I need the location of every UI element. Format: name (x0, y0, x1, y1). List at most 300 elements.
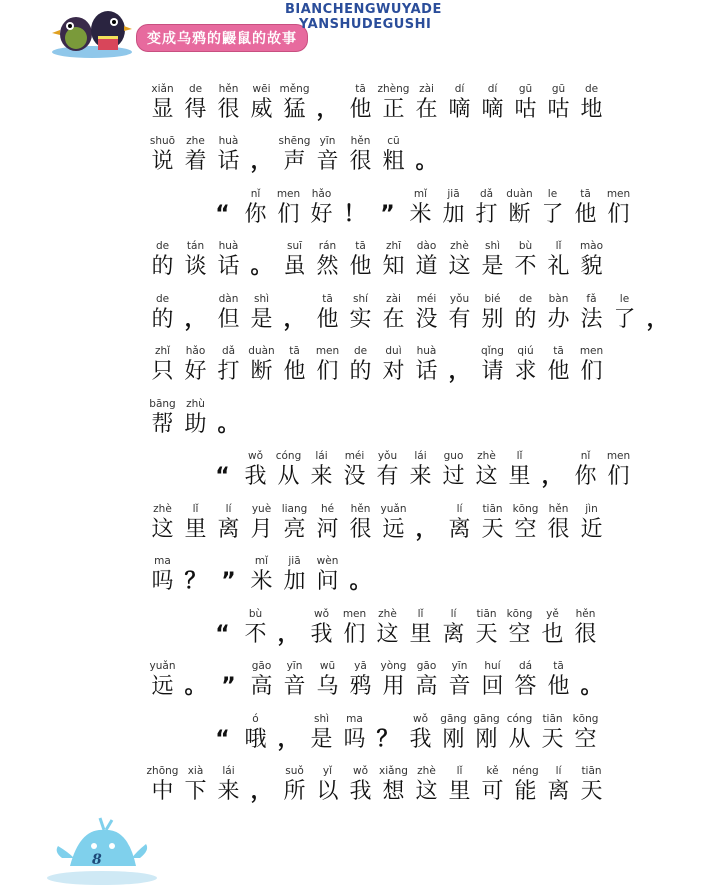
pinyin: cū (387, 135, 400, 147)
pinyin: zhè (378, 607, 397, 620)
pinyin: kōng (506, 607, 533, 620)
pinyin: lǐ (555, 240, 562, 252)
character-with-pinyin (470, 607, 503, 648)
pinyin: tā (355, 240, 366, 252)
character-with-pinyin (305, 712, 338, 753)
character-with-pinyin (542, 764, 575, 805)
character-with-pinyin (377, 344, 410, 385)
character-with-pinyin (278, 344, 311, 385)
hanzi: 没 (343, 464, 366, 489)
hanzi: 们 (316, 359, 339, 384)
pinyin: yīn (286, 660, 303, 672)
hanzi: 你 (574, 464, 597, 489)
pinyin: bàn (548, 292, 569, 305)
character-with-pinyin (245, 82, 278, 123)
character-with-pinyin (179, 397, 212, 438)
character-with-pinyin (437, 449, 470, 490)
text-line (146, 498, 616, 551)
hanzi: 。 (250, 254, 273, 279)
pinyin: lǐ (417, 607, 424, 620)
pinyin: cóng (506, 712, 533, 725)
hanzi: ” (221, 674, 236, 699)
character-with-pinyin (245, 344, 278, 385)
hanzi: 离 (448, 516, 471, 542)
character-with-pinyin (212, 82, 245, 123)
pinyin: mào (579, 240, 604, 252)
pinyin: shì (253, 292, 270, 305)
pinyin: zhe (186, 135, 205, 147)
hanzi: 请 (481, 359, 504, 384)
hanzi: 这 (376, 621, 399, 647)
hanzi: 我 (244, 464, 267, 489)
character-with-pinyin (146, 397, 179, 438)
character-with-pinyin (377, 134, 410, 175)
character-with-pinyin (344, 239, 377, 280)
character-with-pinyin (245, 554, 278, 595)
character-with-pinyin (179, 502, 212, 543)
pinyin: lái (315, 450, 328, 462)
character-with-pinyin (377, 82, 410, 123)
character-with-pinyin (443, 239, 476, 280)
pinyin: hěn (548, 502, 569, 515)
hanzi: 。 (349, 569, 372, 594)
text-line (146, 131, 616, 184)
character-with-pinyin (146, 82, 179, 123)
character-with-pinyin (239, 607, 272, 648)
hanzi: “ (215, 464, 230, 489)
hanzi: 。 (580, 674, 603, 699)
character-with-pinyin (179, 239, 212, 280)
page-number: 8 (92, 852, 102, 868)
hanzi: 没 (415, 306, 438, 332)
pinyin: tiān (581, 765, 602, 777)
punctuation (206, 187, 239, 228)
pinyin: hěn (350, 502, 371, 515)
text-line-row (146, 397, 245, 438)
hanzi: 很 (349, 516, 372, 542)
character-with-pinyin (443, 502, 476, 543)
pinyin: shí (352, 292, 369, 305)
pinyin: shì (484, 240, 501, 252)
hanzi: 猛 (283, 96, 306, 122)
character-with-pinyin (311, 764, 344, 805)
pinyin: kōng (572, 712, 599, 725)
hanzi: 里 (184, 516, 207, 542)
character-with-pinyin (569, 449, 602, 490)
pinyin: liang (281, 502, 308, 515)
pinyin: mǐ (413, 187, 428, 200)
hanzi: ， (541, 464, 564, 489)
pinyin: dí (454, 82, 465, 95)
character-with-pinyin (575, 344, 608, 385)
character-with-pinyin (344, 292, 377, 333)
character-with-pinyin (212, 239, 245, 280)
hanzi: 打 (475, 201, 498, 227)
character-with-pinyin (503, 187, 536, 228)
character-with-pinyin (509, 82, 542, 123)
text-line-row (206, 187, 635, 228)
book-title-pinyin-line2: YANSHUDEGUSHI (299, 17, 432, 32)
pinyin: kě (486, 765, 499, 777)
pinyin: dǎ (479, 187, 494, 200)
hanzi: 求 (514, 359, 537, 384)
pinyin: tiān (476, 607, 497, 620)
pinyin: men (315, 345, 340, 357)
hanzi: 了 (613, 306, 636, 332)
pinyin: zhōng (146, 765, 179, 777)
character-with-pinyin (239, 712, 272, 753)
character-with-pinyin (476, 239, 509, 280)
hanzi: 答 (514, 674, 537, 699)
pinyin: lái (414, 450, 427, 462)
pinyin: le (547, 187, 558, 200)
pinyin: jìn (585, 502, 598, 515)
hanzi: 里 (448, 779, 471, 804)
hanzi: 不 (514, 254, 537, 279)
character-with-pinyin (212, 134, 245, 175)
hanzi: 的 (514, 306, 537, 332)
character-with-pinyin (146, 134, 179, 175)
hanzi: 天 (481, 516, 504, 542)
character-with-pinyin (437, 187, 470, 228)
hanzi: 音 (316, 149, 339, 174)
punctuation (338, 187, 371, 228)
hanzi: 礼 (547, 254, 570, 279)
hanzi: 好 (310, 201, 333, 227)
pinyin: tā (553, 345, 564, 357)
hanzi: 哦 (244, 726, 267, 752)
hanzi: 离 (217, 516, 240, 542)
character-with-pinyin (476, 292, 509, 333)
character-with-pinyin (146, 292, 179, 333)
text-line-row (146, 239, 608, 280)
hanzi: 高 (415, 674, 438, 699)
punctuation (272, 712, 305, 753)
hanzi: 来 (217, 779, 240, 804)
hanzi: “ (215, 726, 230, 752)
text-line-row (146, 82, 608, 123)
book-title: 变成乌鸦的鼹鼠的故事 (136, 24, 308, 52)
pinyin: jiā (447, 187, 460, 200)
character-with-pinyin (377, 764, 410, 805)
character-with-pinyin (278, 82, 311, 123)
character-with-pinyin (575, 502, 608, 543)
punctuation (641, 292, 674, 333)
hanzi: 他 (574, 201, 597, 227)
character-with-pinyin (245, 502, 278, 543)
character-with-pinyin (338, 449, 371, 490)
hanzi: 打 (217, 359, 240, 384)
text-line (146, 551, 616, 604)
character-with-pinyin (503, 607, 536, 648)
hanzi: 加 (283, 569, 306, 594)
pinyin: hé (320, 502, 335, 515)
punctuation (278, 292, 311, 333)
punctuation (212, 397, 245, 438)
pinyin: lǐ (516, 450, 523, 462)
pinyin: yě (546, 607, 559, 620)
punctuation (179, 554, 212, 595)
hanzi: 里 (508, 464, 531, 489)
pinyin: cóng (275, 450, 302, 462)
pinyin: duì (385, 345, 402, 357)
crows-illustration (50, 6, 134, 58)
hanzi: 嘀 (448, 96, 471, 122)
punctuation (410, 502, 443, 543)
hanzi: 别 (481, 306, 504, 332)
pinyin: yīn (451, 660, 468, 672)
character-with-pinyin (404, 607, 437, 648)
character-with-pinyin (146, 239, 179, 280)
pinyin: ma (346, 712, 363, 725)
pinyin: men (606, 187, 631, 200)
pinyin: wèn (316, 555, 339, 567)
hanzi: 法 (580, 306, 603, 332)
pinyin: zài (419, 82, 434, 95)
hanzi: ， (250, 779, 273, 804)
character-with-pinyin (212, 292, 245, 333)
hanzi: 河 (316, 516, 339, 542)
hanzi: 然 (316, 254, 339, 279)
hanzi: 。 (217, 411, 240, 437)
hanzi: 好 (184, 359, 207, 384)
character-with-pinyin (311, 554, 344, 595)
hanzi: 的 (151, 306, 174, 332)
hanzi: 回 (481, 674, 504, 699)
pinyin: shēng (278, 135, 311, 147)
character-with-pinyin (410, 764, 443, 805)
hanzi: ？ (184, 569, 207, 594)
hanzi: 天 (475, 621, 498, 647)
punctuation (212, 554, 245, 595)
pinyin: suǒ (285, 765, 304, 777)
character-with-pinyin (278, 554, 311, 595)
pinyin: wǒ (247, 450, 263, 462)
character-with-pinyin (245, 292, 278, 333)
hanzi: 很 (547, 516, 570, 542)
hanzi: ？ (376, 726, 399, 752)
character-with-pinyin (179, 344, 212, 385)
pinyin: lǐ (192, 502, 199, 515)
character-with-pinyin (410, 82, 443, 123)
pinyin: men (579, 345, 604, 357)
hanzi: 很 (349, 149, 372, 174)
character-with-pinyin (575, 239, 608, 280)
hanzi: 道 (415, 254, 438, 279)
hanzi: ！ (343, 201, 366, 227)
character-with-pinyin (146, 554, 179, 595)
character-with-pinyin (542, 659, 575, 700)
character-with-pinyin (476, 764, 509, 805)
text-line (146, 236, 616, 289)
character-with-pinyin (443, 659, 476, 700)
character-with-pinyin (542, 502, 575, 543)
pinyin: zhè (417, 765, 436, 777)
pinyin: zhè (477, 450, 496, 462)
text-line (146, 341, 616, 394)
character-with-pinyin (377, 239, 410, 280)
hanzi: 在 (415, 96, 438, 122)
hanzi: 问 (316, 569, 339, 594)
pinyin: xiǎn (151, 82, 174, 95)
pinyin: lí (225, 502, 232, 515)
text-line (146, 288, 669, 341)
pinyin: huà (218, 135, 239, 147)
pinyin: de (155, 240, 170, 252)
hanzi: ” (380, 201, 395, 227)
hanzi: 显 (151, 96, 174, 122)
hanzi: 这 (415, 779, 438, 804)
character-with-pinyin (410, 659, 443, 700)
hanzi: 虽 (283, 254, 306, 279)
pinyin: dí (487, 82, 498, 95)
character-with-pinyin (569, 607, 602, 648)
hanzi: 米 (250, 569, 273, 594)
character-with-pinyin (272, 187, 305, 228)
text-line (146, 393, 616, 446)
punctuation (344, 554, 377, 595)
pinyin: tā (580, 187, 591, 200)
pinyin: jiā (288, 555, 301, 567)
character-with-pinyin (278, 134, 311, 175)
character-with-pinyin (377, 292, 410, 333)
character-with-pinyin (410, 344, 443, 385)
pinyin: wū (319, 660, 336, 672)
hanzi: 这 (151, 516, 174, 542)
character-with-pinyin (212, 764, 245, 805)
character-with-pinyin (608, 292, 641, 333)
hanzi: 月 (250, 516, 273, 542)
hanzi: 天 (541, 726, 564, 752)
pinyin: suī (286, 240, 303, 252)
character-with-pinyin (602, 187, 635, 228)
pinyin: qǐng (481, 345, 504, 357)
hanzi: 知 (382, 254, 405, 279)
hanzi: 们 (580, 359, 603, 384)
pinyin: yīn (319, 135, 336, 147)
hanzi: 话 (217, 149, 240, 174)
character-with-pinyin (509, 292, 542, 333)
pinyin: ó (252, 712, 259, 725)
pinyin: de (584, 82, 599, 95)
text-line (146, 78, 616, 131)
character-with-pinyin (344, 134, 377, 175)
character-with-pinyin (569, 187, 602, 228)
punctuation (536, 449, 569, 490)
character-with-pinyin (602, 449, 635, 490)
hanzi: 下 (184, 779, 207, 804)
hanzi: 他 (349, 254, 372, 279)
hanzi: “ (215, 201, 230, 227)
hanzi: 来 (310, 464, 333, 489)
punctuation (212, 659, 245, 700)
character-with-pinyin (179, 764, 212, 805)
character-with-pinyin (542, 239, 575, 280)
character-with-pinyin (278, 502, 311, 543)
pinyin: guo (443, 450, 464, 462)
hanzi: 有 (448, 306, 471, 332)
punctuation (410, 134, 443, 175)
pinyin: de (353, 345, 368, 357)
character-with-pinyin (404, 187, 437, 228)
hanzi: 断 (250, 359, 273, 384)
character-with-pinyin (278, 764, 311, 805)
character-with-pinyin (404, 449, 437, 490)
character-with-pinyin (311, 659, 344, 700)
hanzi: 地 (580, 96, 603, 122)
punctuation (206, 712, 239, 753)
pinyin: yuè (251, 502, 272, 515)
punctuation (206, 449, 239, 490)
hanzi: 我 (409, 726, 432, 752)
hanzi: 亮 (283, 516, 306, 542)
text-line-row (206, 607, 602, 648)
character-with-pinyin (377, 502, 410, 543)
character-with-pinyin (575, 764, 608, 805)
character-with-pinyin (371, 449, 404, 490)
character-with-pinyin (503, 449, 536, 490)
character-with-pinyin (344, 764, 377, 805)
hanzi: 正 (382, 96, 405, 122)
hanzi: 鸦 (349, 674, 372, 699)
pinyin: yǒu (377, 450, 398, 462)
character-with-pinyin (503, 712, 536, 753)
pinyin: yuǎn (380, 502, 407, 515)
hanzi: 声 (283, 149, 306, 174)
pinyin: huí (484, 660, 501, 672)
hanzi: 谈 (184, 254, 207, 279)
pinyin: tiān (482, 502, 503, 515)
hanzi: 想 (382, 779, 405, 804)
punctuation (245, 764, 278, 805)
page-header (0, 0, 726, 60)
hanzi: 帮 (151, 411, 174, 437)
hanzi: 的 (349, 359, 372, 384)
pinyin: tán (186, 240, 205, 252)
pinyin: kōng (512, 502, 539, 515)
hanzi: 是 (310, 726, 333, 752)
pinyin: men (276, 187, 301, 200)
hanzi: 他 (316, 306, 339, 332)
hanzi: 说 (151, 149, 174, 174)
hanzi: 他 (283, 359, 306, 384)
hanzi: ， (277, 726, 300, 752)
pinyin: hěn (575, 607, 596, 620)
text-line-row (146, 502, 608, 543)
hanzi: ， (277, 621, 300, 647)
character-with-pinyin (338, 712, 371, 753)
text-line-row (206, 712, 602, 753)
hanzi: “ (215, 621, 230, 647)
pinyin: gū (551, 82, 566, 95)
punctuation (272, 607, 305, 648)
pinyin: gāo (416, 660, 437, 672)
punctuation (179, 659, 212, 700)
pinyin: wǒ (352, 765, 368, 777)
pinyin: méi (344, 450, 365, 462)
pinyin: xiǎng (379, 765, 408, 777)
character-with-pinyin (377, 659, 410, 700)
hanzi: 但 (217, 306, 240, 332)
character-with-pinyin (509, 344, 542, 385)
pinyin: zhèng (377, 82, 410, 95)
character-with-pinyin (569, 712, 602, 753)
punctuation (371, 712, 404, 753)
hanzi: ， (184, 306, 207, 332)
pinyin: fǎ (586, 292, 597, 305)
hanzi: 乌 (316, 674, 339, 699)
character-with-pinyin (146, 502, 179, 543)
